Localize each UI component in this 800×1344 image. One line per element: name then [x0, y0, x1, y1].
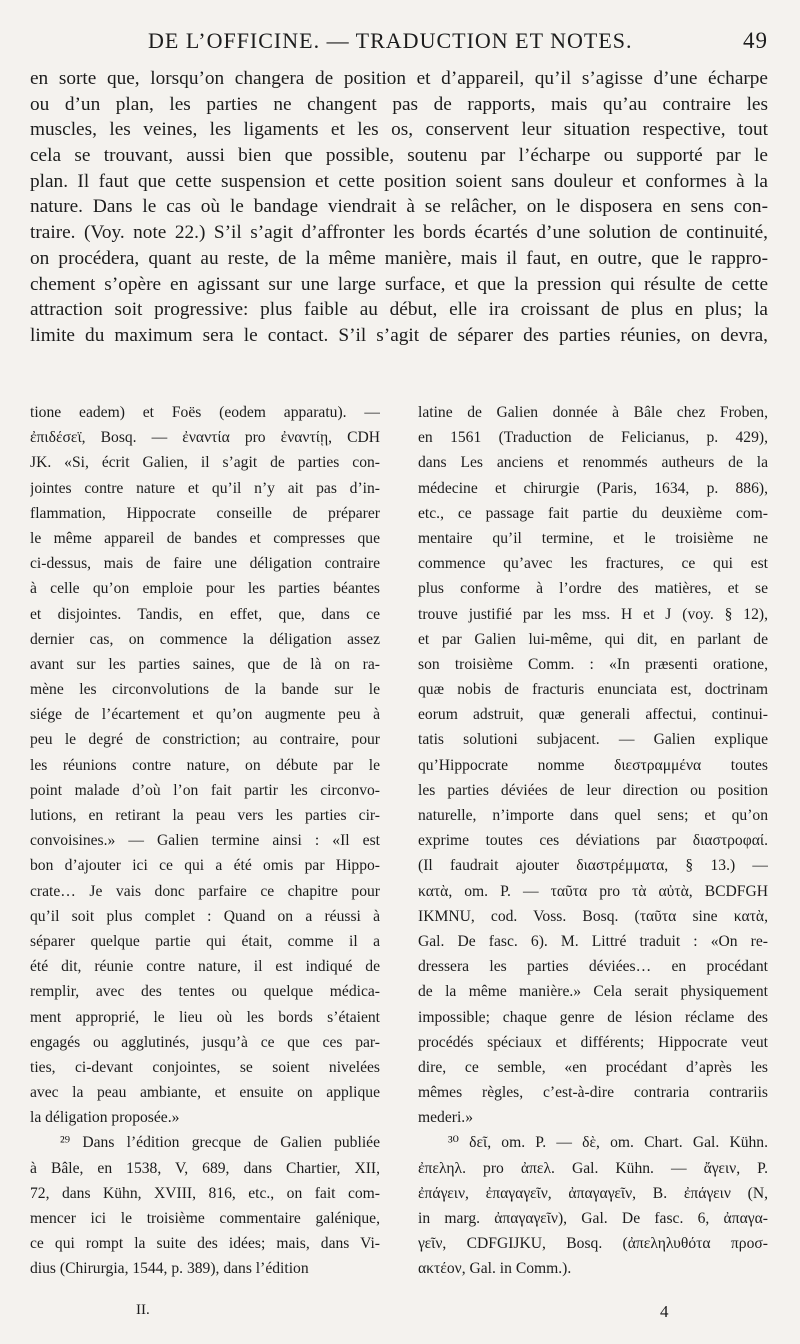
text-line: limite du maximum sera le contact. S’il s’agit de séparer des parties réunies, on devra,: [30, 324, 768, 346]
text-line: bon d’ajouter ici ce qui a été omis par Hippo-: [30, 857, 380, 875]
text-line: ακτέον, Gal. in Comm.).: [418, 1260, 572, 1278]
text-line: chement s’opère en agissant sur une large surface, et que la pression qui résulte de cette: [30, 273, 768, 295]
text-line: en 1561 (Traduction de Felicianus, p. 429),: [418, 429, 768, 447]
text-line: ci-dessus, mais de faire une déligation contraire: [30, 555, 380, 573]
text-line: (Il faudrait ajouter διαστρέμματα, § 13.) —: [418, 857, 768, 875]
text-line: dire, ce semble, «en procédant d’après les: [418, 1058, 768, 1076]
text-line: mêmes règles, c’est-à-dire contraria contrariis: [418, 1084, 768, 1102]
text-line: de la même manière.» Cela serait physiquement: [418, 983, 768, 1001]
main-text: [30, 66, 768, 349]
text-line: procédés spéciaux et différents; Hippocrate veut: [418, 1033, 768, 1051]
text-line: exprime toutes ces déviations par διαστροφαί.: [418, 832, 768, 850]
text-line: Gal. De fasc. 6). M. Littré traduit : «On re-: [418, 932, 768, 950]
text-line: et par Galien lui-même, qui dit, en parlant de: [418, 630, 768, 648]
text-line: la déligation proposée.»: [30, 1109, 180, 1127]
text-line: plan. Il faut que cette suspension et cette position soient sans douleur et conformes à la: [30, 170, 768, 192]
text-line: eorum adstruit, quæ generali affectui, continui-: [418, 706, 768, 724]
text-line: mencer ici le troisième commentaire galénique,: [30, 1210, 380, 1227]
notes-column-left: [30, 400, 380, 1282]
text-line: ³⁰ δεῖ, om. P. — δὲ, om. Chart. Gal. Kühn.: [448, 1134, 768, 1152]
text-line: ties, ci-devant conjointes, se soient nivelées: [30, 1058, 380, 1076]
text-line: commence qu’avec les fractures, ce qui est: [418, 555, 768, 573]
text-line: on procédera, quant au reste, de la même manière, mais il faut, en outre, que le rappro-: [30, 247, 768, 269]
text-line: flammation, Hippocrate conseille de préparer: [30, 504, 380, 522]
text-line: trouve justifié par les mss. H et J (voy. § 12),: [418, 605, 768, 623]
text-line: in marg. ἀπαγαγεῖν), Gal. De fasc. 6, ἀπαγα-: [418, 1210, 768, 1227]
text-line: médecine et chirurgie (Paris, 1634, p. 886),: [418, 479, 768, 497]
text-line: son troisième Comm. : «In præsenti oratione,: [418, 655, 768, 673]
text-line: et disjointes. Tandis, en effet, que, dans ce: [30, 605, 380, 623]
text-line: siége de l’écartement et qu’on augmente peu à: [30, 706, 380, 724]
text-line: remplir, avec des tentes ou quelque médica-: [30, 983, 380, 1001]
text-line: traire. (Voy. note 22.) S’il s’agit d’affronter les bords écartés d’une solution de continuité,: [30, 222, 768, 244]
text-line: muscles, les veines, les ligaments et les os, conservent leur situation respective, tout: [30, 119, 768, 141]
text-line: jointes contre nature et qu’il n’y ait pas d’in-: [30, 479, 380, 497]
text-line: mentaire qu’il termine, et le troisième ne: [418, 529, 768, 547]
text-line: ²⁹ Dans l’édition grecque de Galien publiée: [60, 1134, 380, 1152]
text-line: qu’Hippocrate nomme διεστραμμένα toutes: [418, 756, 768, 774]
text-line: le même appareil de bandes et compresses que: [30, 529, 380, 547]
text-line: séparer quelque partie qui était, comme il a: [30, 932, 380, 950]
text-line: κατὰ, om. P. — ταῦτα pro τὰ αὐτὰ, BCDFGH: [418, 882, 768, 900]
text-line: été dit, réunie contre nature, il est indiqué de: [30, 958, 380, 976]
text-line: plus conforme à l’ordre des matières, et se: [418, 580, 768, 598]
running-title: DE L’OFFICINE. — TRADUCTION ET NOTES.: [148, 28, 633, 53]
text-line: nature. Dans le cas où le bandage viendrait à se relâcher, on le disposera en sens con-: [30, 196, 768, 218]
text-line: en sorte que, lorsqu’on changera de position et d’appareil, qu’il s’agisse d’une écharpe: [30, 68, 768, 89]
text-line: ou d’un plan, les parties ne changent pas de rapports, mais qu’au contraire les: [30, 93, 768, 115]
text-line: avant sur les parties saines, que de là on ra-: [30, 655, 380, 673]
text-line: convoisines.» — Galien termine ainsi : «Il est: [30, 832, 380, 850]
text-line: impossible; chaque genre de lésion réclame des: [418, 1008, 768, 1026]
text-line: dius (Chirurgia, 1544, p. 389), dans l’édition: [30, 1260, 309, 1278]
text-line: peu le degré de constriction; au contraire, pour: [30, 731, 380, 749]
text-line: point malade d’où l’on fait partir les circonvo-: [30, 781, 380, 799]
text-line: ἐπεληλ. pro ἀπελ. Gal. Kühn. — ἄγειν, P.: [418, 1159, 768, 1177]
text-line: les réunions contre nature, on débute par le: [30, 756, 380, 774]
running-header: [30, 28, 768, 62]
text-line: mène les circonvolutions de la bande sur le: [30, 681, 380, 699]
text-line: cela se trouvant, aussi bien que possible, soutenu par l’écharpe ou supporté par le: [30, 145, 768, 167]
text-line: lutions, en retirant la peau vers les parties cir-: [30, 807, 380, 824]
text-line: latine de Galien donnée à Bâle chez Froben,: [418, 404, 768, 421]
text-line: avec la peau ambiante, et ensuite on applique: [30, 1084, 380, 1102]
text-line: JK. «Si, écrit Galien, il s’agit de parties con-: [30, 454, 380, 472]
text-line: ce qui rompt la suite des idées; mais, dans Vi-: [30, 1235, 380, 1253]
text-line: à celle qu’on emploie pour les parties béantes: [30, 580, 380, 598]
text-line: quæ nobis de fracturis enunciata est, doctrinam: [418, 681, 768, 699]
text-line: tione eadem) et Foës (eodem apparatu). —: [30, 404, 380, 421]
text-line: les parties déviées de leur direction ou position: [418, 781, 768, 799]
text-line: qu’il soit plus complet : Quand on a réussi à: [30, 907, 380, 925]
signature-mark: II.: [136, 1302, 150, 1318]
text-line: tatis solutioni subjacent. — Galien explique: [418, 731, 768, 749]
text-line: à Bâle, en 1538, V, 689, dans Chartier, XII,: [30, 1159, 380, 1177]
text-line: engagés ou agglutinés, jusqu’à ce que ces par-: [30, 1033, 380, 1051]
text-line: attraction soit progressive: plus faible au début, elle ira croissant de plus en plus; la: [30, 299, 768, 321]
text-line: dernier cas, on commence la déligation assez: [30, 630, 380, 648]
text-line: γεῖν, CDFGIJKU, Bosq. (ἀπεληλυθότα προσ-: [418, 1235, 768, 1253]
text-line: mederi.»: [418, 1109, 473, 1127]
text-line: IKMNU, cod. Voss. Bosq. (ταῦτα sine κατὰ,: [418, 907, 768, 925]
text-line: etc., ce passage fait partie du deuxième com-: [418, 504, 768, 522]
text-line: ἐπιδέσεϊ, Bosq. — ἐναντία pro ἐναντίῃ, CDH: [30, 429, 380, 447]
page-number: 49: [743, 28, 768, 53]
text-line: ment approprié, le lieu où les bords s’étaient: [30, 1008, 380, 1026]
text-line: naturelle, n’importe dans quel sens; et qu’on: [418, 807, 768, 824]
notes-column-right: [418, 400, 768, 1282]
text-line: ἐπάγειν, ἐπαγαγεῖν, ἀπαγαγεῖν, B. ἐπάγειν (N,: [418, 1184, 768, 1202]
text-line: 72, dans Kühn, XVIII, 816, etc., on fait com-: [30, 1184, 380, 1202]
text-line: dressera les parties déviées… en procédant: [418, 958, 768, 976]
text-line: crate… Je vais donc parfaire ce chapitre pour: [30, 882, 380, 900]
sheet-number: 4: [660, 1302, 669, 1321]
text-line: dans Les anciens et renommés autheurs de la: [418, 454, 768, 472]
